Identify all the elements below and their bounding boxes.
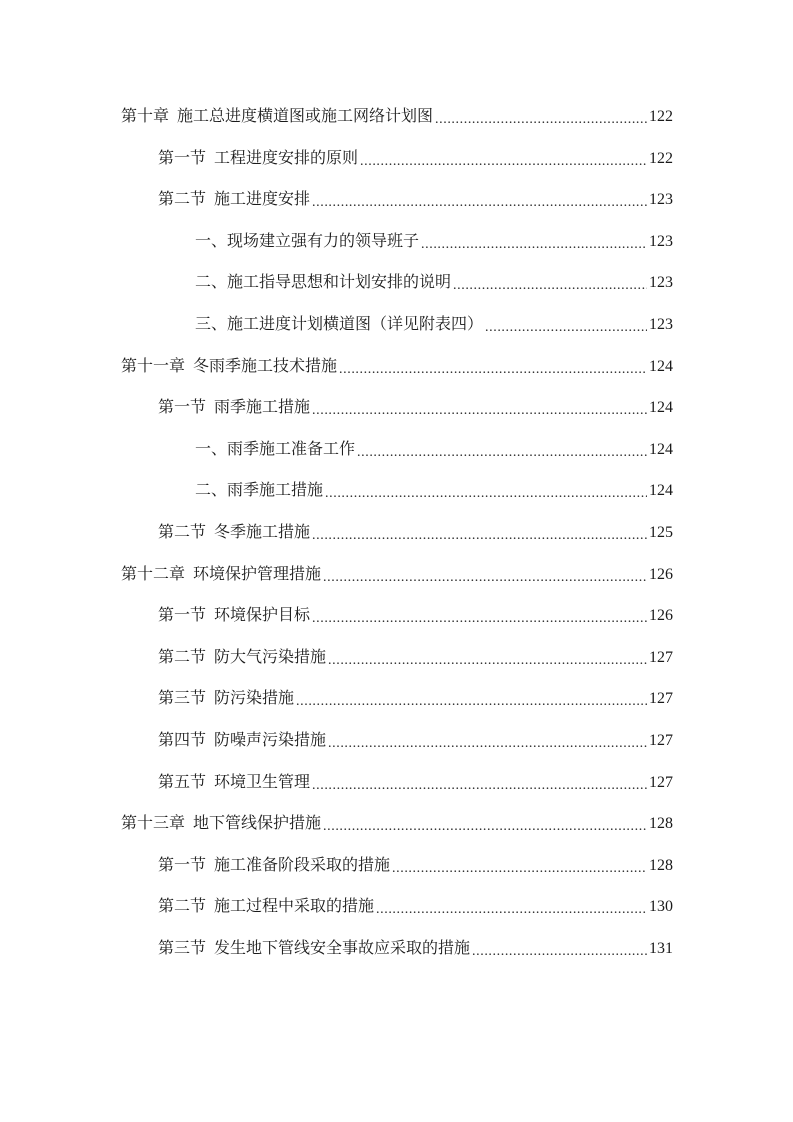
dot-leader: [421, 233, 647, 257]
toc-entry-chapter[interactable]: [0, 563, 793, 605]
entry-label: 第二节: [158, 648, 207, 666]
dot-leader: [312, 191, 647, 215]
page-number: 124: [649, 482, 673, 500]
page-number: 128: [649, 815, 673, 833]
entry-label: 第三节: [158, 939, 207, 957]
entry-label: 第三节: [158, 690, 207, 708]
toc-entry-section[interactable]: [0, 521, 793, 563]
entry-label: 第一节: [158, 399, 207, 417]
dot-leader: [360, 150, 647, 174]
page-number: 126: [649, 565, 673, 583]
entry-label: 第十章: [121, 108, 170, 125]
dot-leader: [328, 732, 647, 756]
entry-title: 雨季施工措施: [227, 482, 324, 500]
entry-title: 施工进度安排: [214, 191, 311, 209]
entry-title: 环境保护目标: [214, 607, 311, 625]
page-number: 122: [649, 149, 673, 167]
entry-title: 施工准备阶段采取的措施: [214, 856, 391, 874]
toc-entry-chapter[interactable]: [0, 355, 793, 397]
toc-entry-section[interactable]: [0, 604, 793, 646]
dot-leader: [323, 815, 647, 839]
entry-title: 环境卫生管理: [214, 773, 311, 791]
toc-entry-subsection[interactable]: [0, 313, 793, 355]
entry-label: 第十二章: [121, 565, 186, 583]
toc-entry-subsection[interactable]: [0, 230, 793, 272]
entry-label: 一、: [195, 440, 228, 458]
dot-leader: [328, 649, 647, 673]
page-number: 123: [649, 191, 673, 209]
toc-entry-subsection[interactable]: [0, 479, 793, 521]
table-of-contents: [0, 105, 793, 978]
dot-leader: [472, 940, 647, 964]
toc-entry-chapter[interactable]: [0, 105, 793, 147]
dot-leader: [312, 524, 647, 548]
page-number: 127: [649, 648, 673, 666]
entry-title: 环境保护管理措施: [193, 565, 322, 583]
dot-leader: [312, 399, 647, 423]
dot-leader: [323, 566, 647, 590]
entry-title: 雨季施工准备工作: [227, 440, 356, 458]
page-number: 124: [649, 440, 673, 458]
toc-entry-section[interactable]: [0, 937, 793, 979]
toc-entry-section[interactable]: [0, 188, 793, 230]
entry-label: 第十三章: [121, 815, 186, 833]
dot-leader: [376, 898, 647, 922]
dot-leader: [312, 774, 647, 798]
entry-title: 雨季施工措施: [214, 399, 311, 417]
entry-title: 冬雨季施工技术措施: [193, 357, 338, 375]
toc-entry-chapter[interactable]: [0, 812, 793, 854]
toc-entry-section[interactable]: [0, 396, 793, 438]
dot-leader: [392, 857, 647, 881]
page-number: 124: [649, 357, 673, 375]
entry-title: 施工进度计划横道图（详见附表四）: [227, 315, 484, 333]
page-number: 128: [649, 856, 673, 874]
entry-label: 二、: [195, 482, 228, 500]
page-number: 126: [649, 607, 673, 625]
entry-label: 第二节: [158, 523, 207, 541]
dot-leader: [435, 108, 647, 132]
page-number: 122: [649, 108, 673, 125]
dot-leader: [485, 316, 647, 340]
page-number: 124: [649, 399, 673, 417]
entry-title: 发生地下管线安全事故应采取的措施: [214, 939, 471, 957]
entry-label: 第一节: [158, 149, 207, 167]
entry-label: 第五节: [158, 773, 207, 791]
entry-label: 第二节: [158, 191, 207, 209]
page-number: 125: [649, 523, 673, 541]
entry-label: 三、: [195, 315, 228, 333]
entry-title: 防大气污染措施: [214, 648, 327, 666]
entry-label: 第一节: [158, 607, 207, 625]
page-number: 127: [649, 731, 673, 749]
entry-title: 地下管线保护措施: [193, 815, 322, 833]
entry-title: 施工指导思想和计划安排的说明: [227, 274, 452, 292]
dot-leader: [296, 690, 647, 714]
toc-entry-section[interactable]: [0, 895, 793, 937]
toc-entry-section[interactable]: [0, 147, 793, 189]
entry-title: 冬季施工措施: [214, 523, 311, 541]
entry-label: 二、: [195, 274, 228, 292]
entry-label: 第一节: [158, 856, 207, 874]
entry-label: 第十一章: [121, 357, 186, 375]
entry-label: 第四节: [158, 731, 207, 749]
page-number: 123: [649, 315, 673, 333]
toc-entry-subsection[interactable]: [0, 271, 793, 313]
entry-title: 防噪声污染措施: [214, 731, 327, 749]
dot-leader: [453, 274, 647, 298]
entry-title: 现场建立强有力的领导班子: [227, 232, 420, 250]
toc-entry-section[interactable]: [0, 729, 793, 771]
page-number: 123: [649, 232, 673, 250]
page-number: 127: [649, 690, 673, 708]
page-number: 123: [649, 274, 673, 292]
entry-label: 一、: [195, 232, 228, 250]
entry-title: 施工总进度横道图或施工网络计划图: [177, 108, 434, 125]
dot-leader: [357, 441, 647, 465]
entry-title: 工程进度安排的原则: [214, 149, 359, 167]
entry-title: 防污染措施: [214, 690, 295, 708]
page-number: 127: [649, 773, 673, 791]
page-number: 130: [649, 898, 673, 916]
toc-entry-section[interactable]: [0, 687, 793, 729]
dot-leader: [312, 607, 647, 631]
toc-entry-section[interactable]: [0, 771, 793, 813]
dot-leader: [339, 358, 647, 382]
entry-title: 施工过程中采取的措施: [214, 898, 375, 916]
dot-leader: [325, 482, 647, 506]
toc-entry-subsection[interactable]: [0, 438, 793, 480]
toc-entry-section[interactable]: [0, 854, 793, 896]
page-number: 131: [649, 939, 673, 957]
toc-entry-section[interactable]: [0, 646, 793, 688]
entry-label: 第二节: [158, 898, 207, 916]
